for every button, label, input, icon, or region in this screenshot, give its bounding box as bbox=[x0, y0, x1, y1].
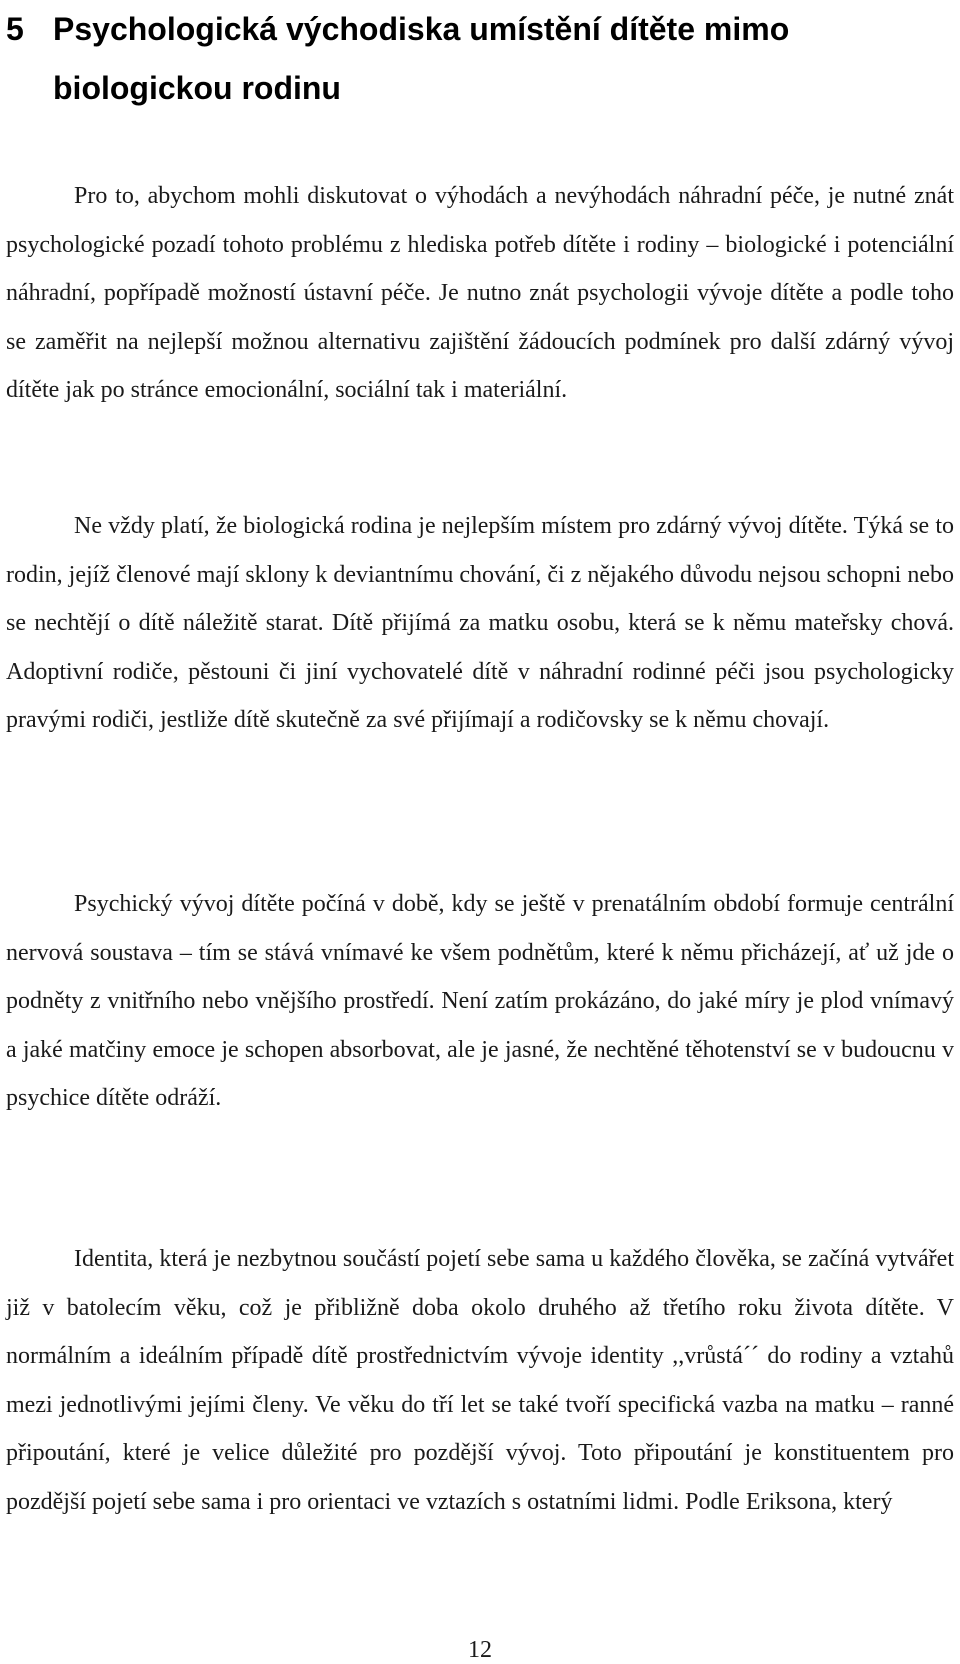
chapter-heading bbox=[6, 0, 936, 118]
paragraph: Identita, která je nezbytnou součástí pojetí sebe sama u každého člověka, se začíná vytvářet již v batolecím věku, což je přibližně doba okolo druhého až třetího roku života dítěte. V normálním a ideálním případě dítě prostřednictvím vývoje identity ,,vrůstá´´ do rodiny a vztahů mezi jednotlivými jejími členy. Ve věku do tří let se také tvoří specifická vazba na matku – ranné připoutání, které je velice důležité pro pozdější vývoj. Toto připoutání je konstituentem pro pozdější pojetí sebe sama i pro orientaci ve vztazích s ostatními lidmi. Podle Eriksona, který bbox=[6, 1246, 954, 1515]
paragraph: Psychický vývoj dítěte počíná v době, kdy se ještě v prenatálním období formuje centrální nervová soustava – tím se stává vnímavé ke všem podnětům, které k němu přicházejí, ať už jde o podněty z vnitřního nebo vnějšího prostředí. Není zatím prokázáno, do jaké míry je plod vnímavý a jaké matčiny emoce je schopen absorbovat, ale je jasné, že nechtěné těhotenství se v budoucnu v psychice dítěte odráží. bbox=[6, 891, 954, 1111]
paragraph: Pro to, abychom mohli diskutovat o výhodách a nevýhodách náhradní péče, je nutné znát psychologické pozadí tohoto problému z hlediska potřeb dítěte i rodiny – biologické i potenciální náhradní, popřípadě možností ústavní péče. Je nutno znát psychologii vývoje dítěte a podle toho se zaměřit na nejlepší možnou alternativu zajištění žádoucích podmínek pro další zdárný vývoj dítěte jak po stránce emocionální, sociální tak i materiální. bbox=[6, 183, 954, 403]
chapter-number: 5 bbox=[6, 11, 24, 47]
paragraph: Ne vždy platí, že biologická rodina je nejlepším místem pro zdárný vývoj dítěte. Týká se to rodin, jejíž členové mají sklony k deviantnímu chování, či z nějakého důvodu nejsou schopni nebo se nechtějí o dítě náležitě starat. Dítě přijímá za matku osobu, která se k němu mateřsky chová. Adoptivní rodiče, pěstouni či jiní vychovatelé dítě v náhradní rodinné péči jsou psychologicky pravými rodiči, jestliže dítě skutečně za své přijímají a rodičovsky se k němu chovají. bbox=[6, 513, 954, 733]
page-number: 12 bbox=[468, 1637, 492, 1663]
chapter-title: Psychologická východiska umístění dítěte mimo biologickou rodinu bbox=[53, 11, 790, 106]
